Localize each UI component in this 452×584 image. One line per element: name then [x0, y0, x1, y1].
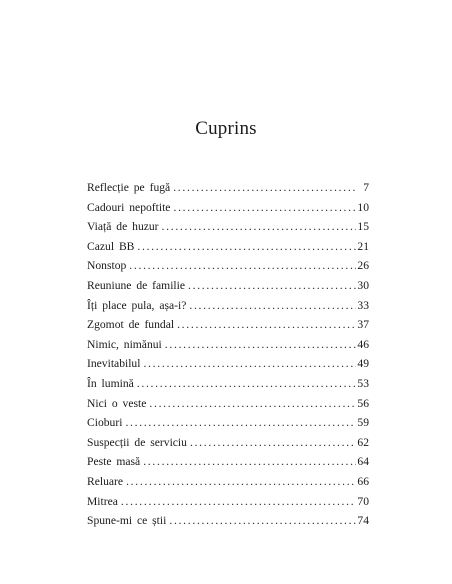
toc-entry-page: 64	[357, 455, 369, 469]
dot-leader	[137, 374, 356, 394]
toc-entry-page: 37	[357, 318, 369, 332]
toc-entry-title: Spune-mi ce știi	[87, 514, 167, 528]
toc-entry-title: În lumină	[87, 376, 134, 390]
toc-entry	[87, 354, 369, 374]
toc-entry-title: Mitrea	[87, 494, 118, 508]
toc-entry-page: 26	[357, 259, 369, 273]
toc-entry-title: Reflecție pe fugă	[87, 181, 171, 194]
toc-entry-page: 56	[357, 396, 369, 410]
toc-entry-page: 33	[357, 298, 369, 312]
toc-entry-page: 59	[357, 416, 369, 430]
toc-entry	[87, 374, 369, 394]
toc-entry-title: Inevitabilul	[87, 357, 141, 371]
toc-entry-page: 62	[357, 435, 369, 449]
dot-leader	[137, 237, 356, 257]
dot-leader	[129, 256, 356, 276]
dot-leader	[126, 472, 356, 492]
toc-entry	[87, 413, 369, 433]
toc-entry-title: Reluare	[87, 474, 124, 488]
toc-entry	[87, 296, 369, 316]
toc-entry-title: Reuniune de familie	[87, 278, 186, 292]
toc-entry	[87, 237, 369, 257]
dot-leader	[169, 511, 356, 531]
toc-entry-page: 74	[357, 514, 369, 528]
toc-entry-page: 53	[357, 376, 369, 390]
toc-entry	[87, 452, 369, 472]
toc-entry	[87, 315, 369, 335]
toc-entry	[87, 472, 369, 492]
dot-leader	[143, 452, 356, 472]
dot-leader	[121, 492, 356, 512]
toc-entry	[87, 433, 369, 453]
toc-entry	[87, 492, 369, 512]
toc-entry-title: Cioburi	[87, 416, 123, 430]
toc-entry	[87, 394, 369, 414]
dot-leader	[162, 217, 356, 237]
toc-entry-page: 10	[357, 200, 369, 214]
toc-entry	[87, 276, 369, 296]
dot-leader	[189, 296, 356, 316]
toc-entry-title: Îți place pula, așa-i?	[87, 298, 187, 312]
dot-leader	[165, 335, 356, 355]
toc-entry-page: 49	[357, 357, 369, 371]
dot-leader	[173, 178, 356, 198]
toc-entry	[87, 335, 369, 355]
toc-entry-page: 7	[363, 181, 369, 194]
toc-entry-title: Cazul BB	[87, 239, 135, 253]
toc-entry-title: Nici o veste	[87, 396, 147, 410]
toc-entry-page: 66	[357, 474, 369, 488]
toc-entry-page: 30	[357, 278, 369, 292]
toc-entry	[87, 217, 369, 237]
toc-entry-page: 21	[357, 239, 369, 253]
toc-entry	[87, 178, 369, 198]
toc-entry-page: 70	[357, 494, 369, 508]
dot-leader	[177, 315, 356, 335]
toc-entry-page: 46	[357, 337, 369, 351]
toc-entry-title: Cadouri nepoftite	[87, 200, 171, 214]
page-title: Cuprins	[195, 118, 257, 139]
toc-entry-title: Nimic, nimănui	[87, 337, 162, 351]
table-of-contents	[87, 178, 369, 531]
dot-leader	[190, 433, 356, 453]
toc-entry-page: 15	[357, 220, 369, 234]
toc-entry-title: Nonstop	[87, 259, 127, 273]
dot-leader	[143, 354, 356, 374]
dot-leader	[173, 198, 356, 218]
toc-entry-title: Suspecții de serviciu	[87, 435, 187, 449]
toc-entry	[87, 511, 369, 531]
toc-entry-title: Viață de huzur	[87, 220, 159, 234]
dot-leader	[149, 394, 356, 414]
toc-entry	[87, 198, 369, 218]
toc-entry-title: Zgomot de fundal	[87, 318, 175, 332]
toc-entry	[87, 256, 369, 276]
toc-entry-title: Peste masă	[87, 455, 141, 469]
dot-leader	[125, 413, 356, 433]
dot-leader	[188, 276, 356, 296]
